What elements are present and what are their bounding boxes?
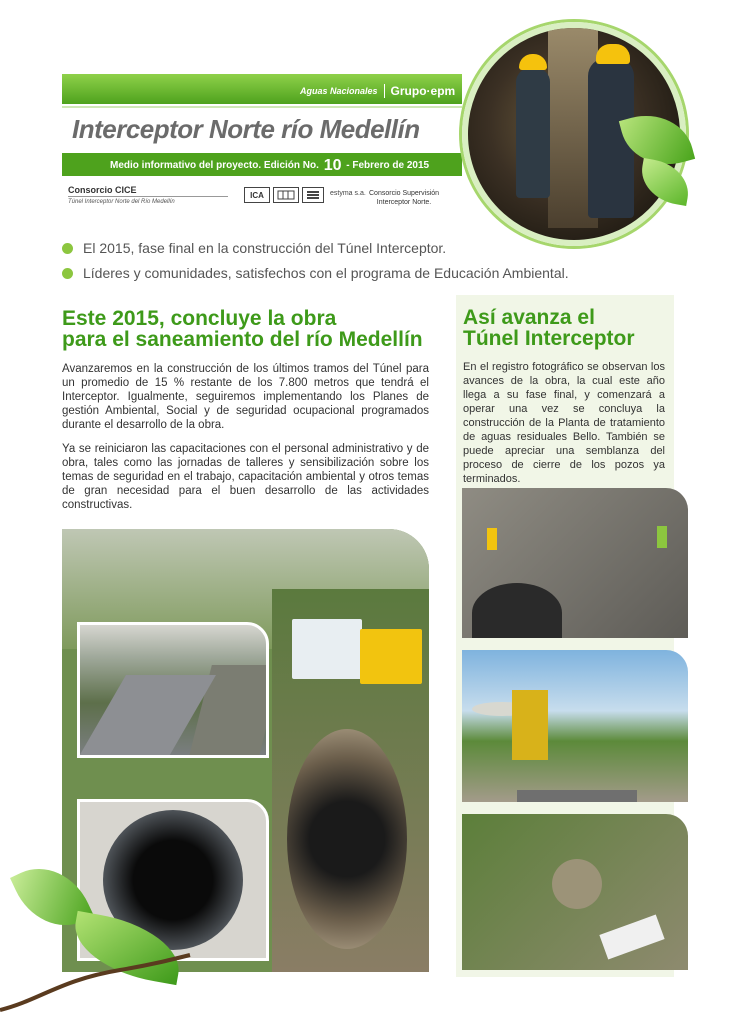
sidebar-title xyxy=(463,307,635,349)
ica-logo: ICA xyxy=(244,187,270,203)
bullet-item xyxy=(62,265,569,281)
article-paragraph-2: Ya se reiniciaron las capacitaciones con el personal administrativo y de obra, tales como las jornadas de talleres y sensibilización sobre los temas de seguridad en el trabajo, capacitación ambiental y otros temas de gran necesidad para el buen desarrollo de las actividades constructivas. xyxy=(62,443,429,511)
bullet-dot-icon xyxy=(62,268,73,279)
article-title-line-1: Este 2015, concluye la obra xyxy=(62,307,337,330)
construction-photo-collage xyxy=(62,529,429,972)
hard-hat-2 xyxy=(596,44,630,64)
worker-yellow xyxy=(487,528,497,550)
estyma-logo: estyma s.a. xyxy=(330,190,366,197)
aguas-nacionales-logo: Aguas Nacionales xyxy=(300,86,378,96)
site-tent xyxy=(292,619,362,679)
crane-site-photo xyxy=(462,650,688,802)
article-paragraph-1: Avanzaremos en la construcción de los últimos tramos del Túnel para un promedio de 15 % restante de los 7.800 metros que tendrá el Interceptor. Igualmente, seguiremos implementando los Planes de gestión Ambiental, Social y de seguridad ocupacional programados durante el desarrollo de la obra. xyxy=(62,363,429,431)
article-title xyxy=(62,308,423,350)
worker-green xyxy=(657,526,667,548)
bullet-text: Líderes y comunidades, satisfechos con el programa de Educación Ambiental. xyxy=(83,265,569,281)
sidebar-title-line-1: Así avanza el xyxy=(463,306,595,329)
consortium-subtitle: Túnel Interceptor Norte del Río Medellín xyxy=(68,199,175,205)
shaft-opening xyxy=(287,729,407,949)
supervision-consortium xyxy=(369,189,439,207)
supervision-line-2: Interceptor Norte. xyxy=(376,199,432,206)
edition-label: Medio informativo del proyecto. Edición No. xyxy=(110,160,319,171)
shaft-rim xyxy=(517,790,637,802)
consortium-name: Consorcio CICE xyxy=(68,185,137,195)
aerial-closing-photo xyxy=(462,814,688,970)
hard-hat-1 xyxy=(519,54,547,70)
sidebar-text: En el registro fotográfico se observan los avances de la obra, la cual este año llega a su fase final, y comenzará a operar una vez se concluya la construcción de la Planta de tratamiento de aguas residuales Bello. También se puede apreciar una semblanza del proceso de cierre de los pozos ya terminados. xyxy=(463,361,665,485)
article-title-line-2: para el saneamiento del río Medellín xyxy=(62,328,423,351)
tunnel-entrance xyxy=(472,583,562,638)
bullet-dot-icon xyxy=(62,243,73,254)
brand-logos xyxy=(300,84,455,98)
brand-separator xyxy=(384,84,385,98)
newsletter-title: Interceptor Norte río Medellín xyxy=(72,114,420,144)
consortium-underline xyxy=(68,196,228,197)
title-divider xyxy=(62,106,462,108)
crane xyxy=(512,690,548,760)
branch-stem xyxy=(0,930,200,1024)
sidebar-title-line-2: Túnel Interceptor xyxy=(463,327,635,350)
closed-shaft xyxy=(552,859,602,909)
worker-figure-1 xyxy=(516,68,550,198)
estyma-icon xyxy=(302,187,324,203)
partner-logo-2-icon xyxy=(277,190,295,200)
supervision-line-1: Consorcio Supervisión xyxy=(369,190,440,197)
edition-line xyxy=(110,157,429,175)
edition-number: 10 xyxy=(323,157,342,174)
bus xyxy=(599,915,664,960)
rebar-slab-photo xyxy=(462,488,688,638)
partner-logo-2 xyxy=(273,187,299,203)
yellow-container xyxy=(360,629,422,684)
bullet-item xyxy=(62,240,446,256)
estyma-mark-icon xyxy=(306,190,320,200)
grupo-epm-logo: Grupo·epm xyxy=(390,84,456,98)
edition-date: - Febrero de 2015 xyxy=(346,160,430,171)
bullet-text: El 2015, fase final en la construcción del Túnel Interceptor. xyxy=(83,240,447,256)
highway-inset-photo xyxy=(77,622,269,758)
